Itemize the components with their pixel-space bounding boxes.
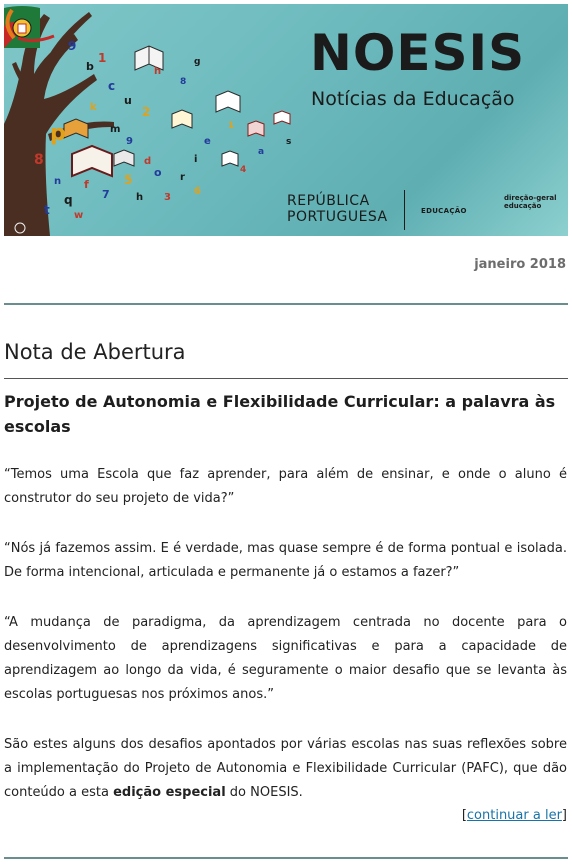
svg-text:k: k [90,102,97,113]
dge-line1: direção-geral [504,194,557,202]
svg-text:h: h [154,66,162,77]
dge-line2: educação [504,202,542,210]
svg-text:f: f [84,178,89,191]
svg-text:m: m [110,124,121,135]
svg-text:t: t [44,203,50,217]
section-divider [4,378,568,379]
issue-date: janeiro 2018 [474,257,566,272]
brand-subtitle: Notícias da Educação [311,88,515,110]
svg-text:b: b [86,60,94,73]
svg-text:g: g [194,57,201,67]
svg-text:p: p [50,121,66,146]
svg-text:c: c [108,79,116,93]
svg-text:r: r [180,172,185,183]
svg-text:5: 5 [124,173,133,187]
top-divider [4,303,568,305]
continue-bracket-close: ] [561,808,567,823]
svg-text:8: 8 [180,77,187,87]
republica-wordmark [287,193,388,225]
dge-wordmark [504,194,557,210]
svg-text:u: u [124,94,132,107]
svg-text:a: a [258,147,265,157]
svg-text:1: 1 [98,51,107,65]
svg-text:7: 7 [102,188,110,201]
svg-text:i: i [194,154,198,165]
dge-logo-icon [4,4,64,44]
svg-text:9: 9 [126,136,133,147]
body-text-bold: edição especial [113,785,226,800]
quote-paragraph-3: “A mudança de paradigma, da aprendizagem centrada no docente para o desenvolvimento de aprendizagens significativas e para a capacidade de aprendizagem ao longo da vida, é seguramente o maior desafio que se levanta às escolas portuguesas nos próximos anos.” [4,615,567,702]
logo-separator [404,190,405,230]
republica-line2: PORTUGUESA [287,209,388,225]
article-title: Projeto de Autonomia e Flexibilidade Curricular: a palavra às escolas [4,392,556,436]
svg-text:1: 1 [228,121,235,131]
header-banner [4,4,568,236]
brand-title: NOESIS [310,24,526,82]
svg-text:6: 6 [194,186,201,197]
svg-text:3: 3 [164,192,171,203]
svg-text:d: d [144,156,152,167]
quote-paragraph-2: “Nós já fazemos assim. E é verdade, mas quase sempre é de forma pontual e isolada. De forma intencional, articulada e permanente já o estamos a fazer?” [4,541,567,580]
section-title: Nota de Abertura [4,340,186,364]
svg-text:8: 8 [34,152,44,168]
body-text-prefix: São estes alguns dos desafios apontados por várias escolas nas suas reflexões sobre a implementação do Projeto de Autonomia e Flexibilidade Curricular (PAFC), que dão conteúdo a esta [4,737,567,800]
continue-reading [462,808,567,823]
svg-text:w: w [74,210,84,221]
svg-text:4: 4 [240,165,247,175]
svg-text:e: e [204,136,211,147]
republica-line1: REPÚBLICA [287,193,370,209]
svg-text:o: o [154,166,162,179]
svg-text:q: q [64,193,73,207]
svg-text:n: n [54,176,62,187]
svg-text:9: 9 [68,39,77,53]
svg-text:2: 2 [142,105,151,119]
body-paragraph [4,733,567,805]
continue-bracket-open: [ [461,808,467,823]
body-text-suffix: do NOESIS. [225,785,303,800]
svg-text:h: h [136,192,144,203]
svg-text:s: s [286,137,292,147]
ministry-label: EDUCAÇÃO [421,207,467,215]
bottom-divider [4,857,568,859]
continue-reading-link[interactable]: continuar a ler [466,808,562,823]
quote-paragraph-1: “Temos uma Escola que faz aprender, para além de ensinar, e onde o aluno é construtor do seu projeto de vida?” [4,467,567,506]
